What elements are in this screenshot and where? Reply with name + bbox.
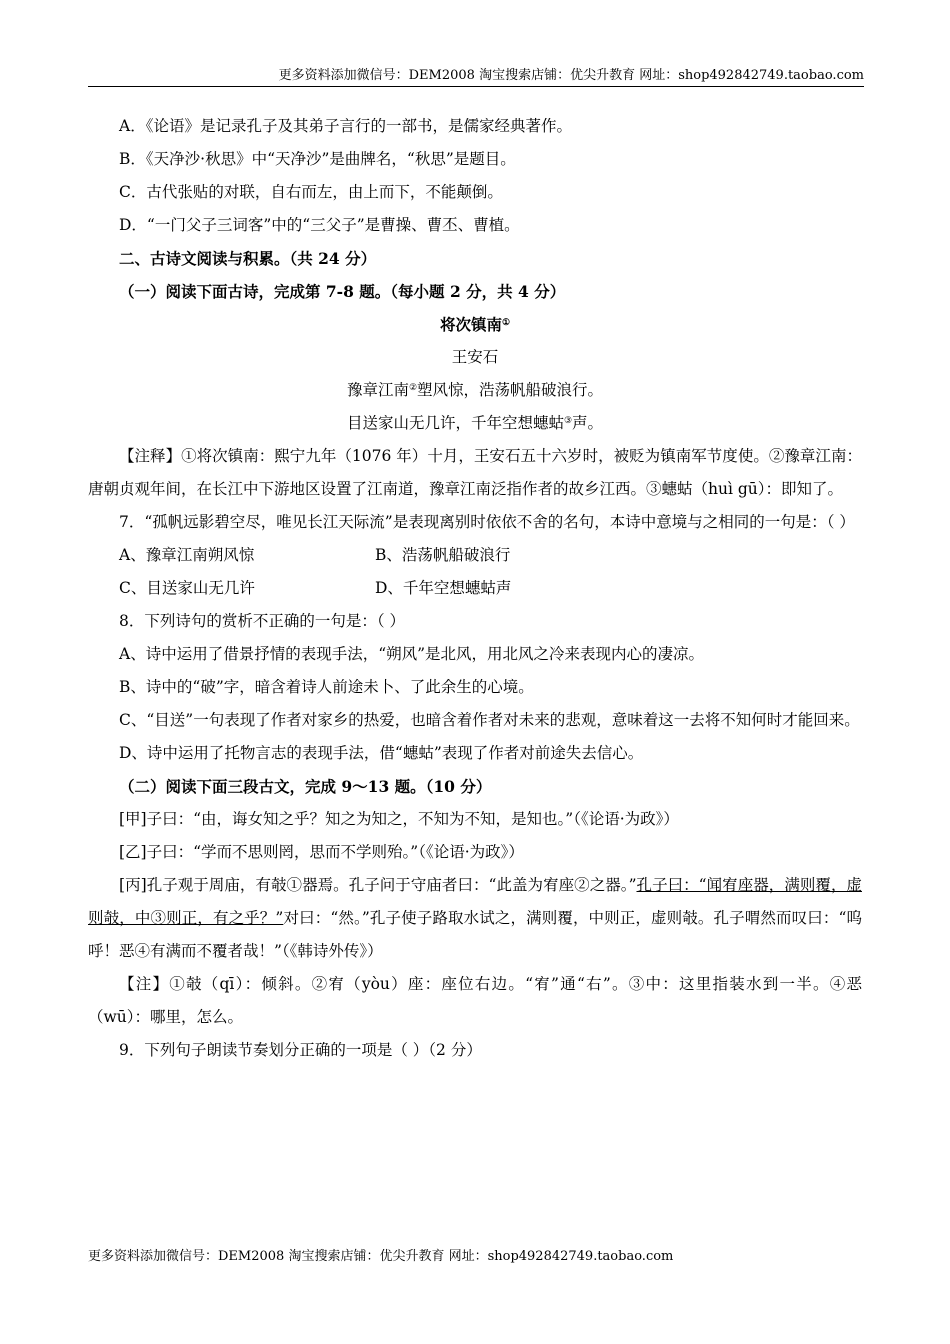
question-7-options-row-1 [88,539,862,572]
text-notes: 【注】①攲（qī）：倾斜。②宥（yòu）座：座位右边。“宥”通“右”。③中：这里指装水到一半。④恶（wū）：哪里，怎么。 [88,975,862,1026]
poem-title-mark: ① [501,318,511,328]
part1-title: （一）阅读下面古诗，完成第 7-8 题。（每小题 2 分，共 4 分） [119,282,566,301]
page-footer: 更多资料添加微信号：DEM2008 淘宝搜索店铺：优尖升教育 网址：shop492842749.taobao.com [88,1249,674,1264]
q7-option-d: D、千年空想蟪蛄声 [375,579,512,597]
document-body [88,110,862,1067]
option-a: A．《论语》是记录孔子及其弟子言行的一部书，是儒家经典著作。 [119,117,572,135]
text-bing-a: [丙]孔子观于周庙，有攲①器焉。孔子问于守庙者曰：“此盖为宥座②之器。” [119,876,637,894]
poem-line-2-a: 目送家山无几许，千年空想蟪蛄 [346,414,564,432]
poem-line-1-mark: ② [408,383,418,393]
poem-line-2-b: 声。 [572,414,604,432]
section-title: 二、古诗文阅读与积累。（共 24 分） [119,249,377,268]
option-d: D．“一门父子三词客”中的“三父子”是曹操、曹丕、曹植。 [119,216,520,234]
text-bing-b: 对曰：“然。”孔子使子路取水试之，满则覆，中则正，虚则攲。孔子喟然而叹曰：“呜呼！恶④有满而不覆者哉！”（《韩诗外传》） [88,909,862,960]
poem-line-2 [88,407,862,440]
page-header: 更多资料添加微信号：DEM2008 淘宝搜索店铺：优尖升教育 网址：shop492842749.taobao.com [88,66,864,87]
text-jia: [甲]子曰：“由，诲女知之乎？知之为知之，不知为不知，是知也。”（《论语·为政》） [119,810,679,828]
q8-option-b: B、诗中的“破”字，暗含着诗人前途未卜、了此余生的心境。 [119,678,534,696]
question-8-stem: 8．下列诗句的赏析不正确的一句是：（ ） [119,612,406,630]
poem-line-2-mark: ③ [563,416,573,426]
part2-title: （二）阅读下面三段古文，完成 9～13 题。（10 分） [119,777,492,796]
q7-option-a: A、豫章江南朔风惊 [119,546,255,564]
text-yi: [乙]子曰：“学而不思则罔，思而不学则殆。”（《论语·为政》） [119,843,524,861]
poem-line-1 [88,374,862,407]
poem-line-1-a: 豫章江南 [346,381,409,399]
poem-line-1-b: 塑风惊，浩荡帆船破浪行。 [417,381,604,399]
text-bing-underlined: 孔子曰：“闻宥座器，满则覆，虚则攲，中③则正，有之乎？” [88,876,862,927]
poem-title [88,308,862,341]
question-7-options-row-2 [88,572,862,605]
question-7-stem: 7．“孤帆远影碧空尽，唯见长江天际流”是表现离别时依依不舍的名句，本诗中意境与之相同的一句是：（ ） [119,513,855,531]
q8-option-c: C、“目送”一句表现了作者对家乡的热爱，也暗含着作者对未来的悲观，意味着这一去将不知何时才能回来。 [119,711,860,729]
text-bing [88,869,862,968]
poem-title-text: 将次镇南 [439,315,502,334]
q8-option-d: D、诗中运用了托物言志的表现手法，借“蟪蛄”表现了作者对前途失去信心。 [119,744,644,762]
poem-notes: 【注释】①将次镇南：熙宁九年（1076 年）十月，王安石五十六岁时，被贬为镇南军节度使。②豫章江南：唐朝贞观年间，在长江中下游地区设置了江南道，豫章江南泛指作者的故乡江西。③蟪蛄（huì gū）：即知了。 [88,447,862,498]
q7-option-b: B、浩荡帆船破浪行 [375,546,511,564]
q8-option-a: A、诗中运用了借景抒情的表现手法，“朔风”是北风，用北风之冷来表现内心的凄凉。 [119,645,705,663]
option-c: C．古代张贴的对联，自右而左，由上而下，不能颠倒。 [119,183,503,201]
poem-author: 王安石 [451,348,499,366]
option-b: B．《天净沙·秋思》中“天净沙”是曲牌名，“秋思”是题目。 [119,150,516,168]
q7-option-c: C、目送家山无几许 [119,579,255,597]
question-9-stem: 9．下列句子朗读节奏划分正确的一项是（ ）（2 分） [119,1041,482,1059]
